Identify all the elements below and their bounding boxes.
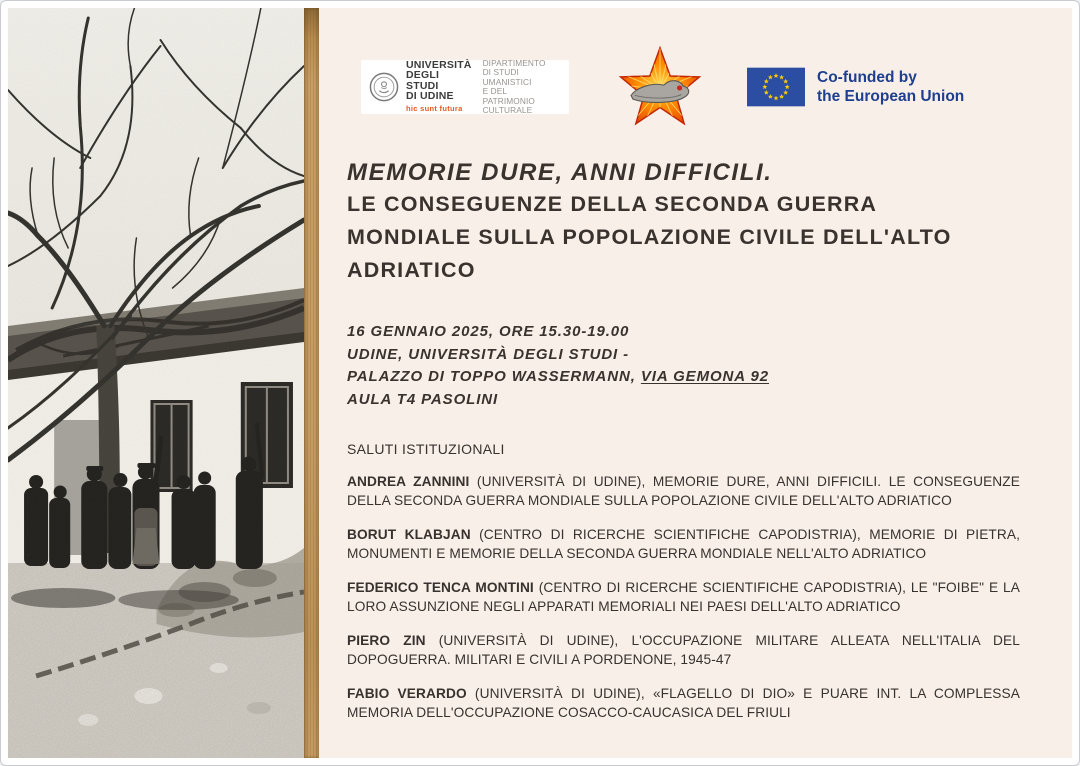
speaker-talk: (UNIVERSITÀ DI UDINE), L'OCCUPAZIONE MILITARE ALLEATA NELL'ITALIA DEL DOPOGUERRA. MILITARI E CIVILI A PORDENONE, 1945-47 xyxy=(347,633,1020,667)
speaker-entry xyxy=(347,472,1020,510)
university-name xyxy=(406,60,472,115)
speaker-entry xyxy=(347,578,1020,616)
speaker-name: BORUT KLABJAN xyxy=(347,527,471,542)
program-opening: SALUTI ISTITUZIONALI xyxy=(347,441,505,457)
venue-name: PALAZZO DI TOPPO WASSERMANN, xyxy=(347,368,641,385)
venue-address-link[interactable]: VIA GEMONA 92 xyxy=(640,368,770,385)
university-name-line: DI UDINE xyxy=(406,90,454,103)
event-details xyxy=(347,321,1020,411)
speaker-entry xyxy=(347,525,1020,563)
torn-paper-strip xyxy=(304,8,319,758)
eu-label-line2: the European Union xyxy=(817,88,965,105)
university-name-line: UNIVERSITÀ xyxy=(406,58,472,71)
logos-row xyxy=(361,44,1020,130)
event-venue xyxy=(347,366,1020,389)
red-star-project-logo xyxy=(617,45,703,129)
university-tagline: hic sunt futura xyxy=(406,103,463,113)
department-name xyxy=(483,59,561,116)
speaker-name: FEDERICO TENCA MONTINI xyxy=(347,580,534,595)
speaker-entry xyxy=(347,684,1020,722)
event-title-main: MEMORIE DURE, ANNI DIFFICILI. xyxy=(347,159,773,186)
department-line: CULTURALE xyxy=(482,105,533,115)
speaker-entry xyxy=(347,631,1020,669)
department-line: DIPARTIMENTO xyxy=(482,57,546,68)
photo-grain-overlay xyxy=(8,8,304,758)
speaker-name: ANDREA ZANNINI xyxy=(347,474,470,489)
department-line: E DEL PATRIMONIO xyxy=(482,86,535,106)
event-datetime: 16 GENNAIO 2025, ORE 15.30-19.00 xyxy=(347,323,630,340)
department-line: DI STUDI UMANISTICI xyxy=(482,67,532,87)
eu-flag-icon xyxy=(747,67,805,107)
eu-cofunding-logo xyxy=(747,67,964,107)
historic-photo xyxy=(8,8,304,758)
speaker-name: FABIO VERARDO xyxy=(347,686,467,701)
university-seal-icon xyxy=(369,72,399,102)
poster-content xyxy=(319,8,1072,758)
speaker-talk: (UNIVERSITÀ DI UDINE), «FLAGELLO DI DIO» E PUARE INT. LA COMPLESSA MEMORIA DELL'OCCUPAZIONE COSACCO-CAUCASICA DEL FRIULI xyxy=(347,686,1020,720)
speaker-talk: (UNIVERSITÀ DI UDINE), MEMORIE DURE, ANNI DIFFICILI. LE CONSEGUENZE DELLA SECONDA GUERRA MONDIALE SULLA POPOLAZIONE CIVILE DELL'ALTO ADRIATICO xyxy=(347,474,1020,508)
speaker-name: PIERO ZIN xyxy=(347,633,426,648)
event-room: AULA T4 PASOLINI xyxy=(347,390,499,408)
event-subtitle-line: LE CONSEGUENZE DELLA SECONDA GUERRA xyxy=(347,192,878,216)
historic-photo-illustration xyxy=(8,8,304,758)
red-star-icon xyxy=(617,45,703,129)
event-subtitle-line: ADRIATICO xyxy=(347,258,476,282)
speaker-talk: (CENTRO DI RICERCHE SCIENTIFICHE CAPODISTRIA), MEMORIE DI PIETRA, MONUMENTI E MEMORIE DELLA SECONDA GUERRA MONDIALE NELL'ALTO ADRIATICO xyxy=(347,527,1020,561)
event-subtitle-line: MONDIALE SULLA POPOLAZIONE CIVILE DELL'ALTO xyxy=(347,225,952,249)
university-logo xyxy=(361,57,569,115)
eu-label-line1: Co-funded by xyxy=(817,69,917,86)
speaker-talk: (CENTRO DI RICERCHE SCIENTIFICHE CAPODISTRIA), LE "FOIBE" E LA LORO ASSUNZIONE NEGLI APPARATI MEMORIALI NEI PAESI DELL'ALTO ADRIATICO xyxy=(347,580,1020,614)
event-title xyxy=(347,158,1020,287)
eu-cofunding-label xyxy=(817,68,964,106)
event-location: UDINE, UNIVERSITÀ DEGLI STUDI - xyxy=(347,345,630,363)
university-name-line: DEGLI STUDI xyxy=(406,69,440,92)
